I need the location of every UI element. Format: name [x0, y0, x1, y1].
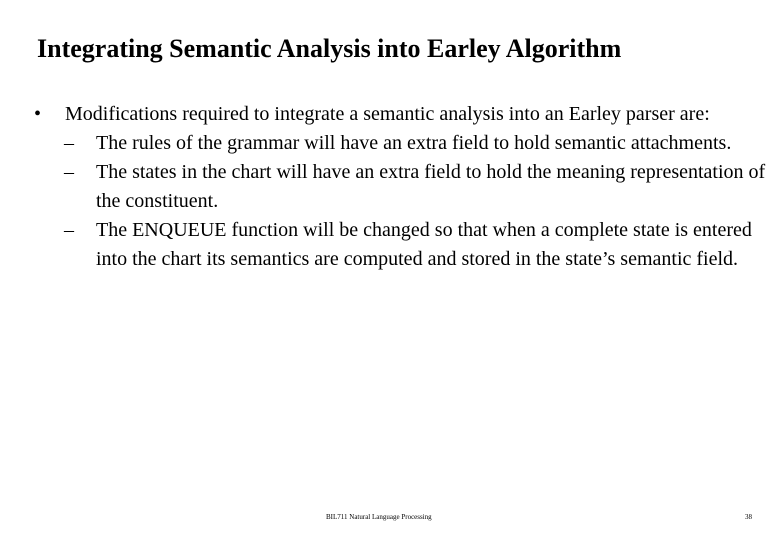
sub-point-chart-states [64, 158, 766, 216]
bullet-text: Modifications required to integrate a semantic analysis into an Earley parser are: [65, 103, 710, 125]
sub-point-text: The states in the chart will have an extra field to hold the meaning representation of the constituent. [96, 161, 766, 212]
sub-point-text: The rules of the grammar will have an extra field to hold semantic attachments. [96, 132, 732, 154]
sub-point-grammar-rules [64, 129, 766, 158]
sub-point-text: The ENQUEUE function will be changed so that when a complete state is entered into the chart its semantics are computed and stored in the state’s semantic field. [96, 219, 752, 270]
footer-course-name: BIL711 Natural Language Processing [326, 513, 432, 521]
dash-marker: – [64, 132, 74, 154]
dash-marker: – [64, 219, 74, 241]
slide-body [0, 100, 780, 274]
slide-title: Integrating Semantic Analysis into Earley Algorithm [37, 34, 622, 63]
sub-point-enqueue [64, 216, 766, 274]
page-number: 38 [745, 513, 752, 521]
dash-marker: – [64, 161, 74, 183]
bullet-marker: • [34, 103, 42, 125]
bullet-item [34, 100, 780, 129]
